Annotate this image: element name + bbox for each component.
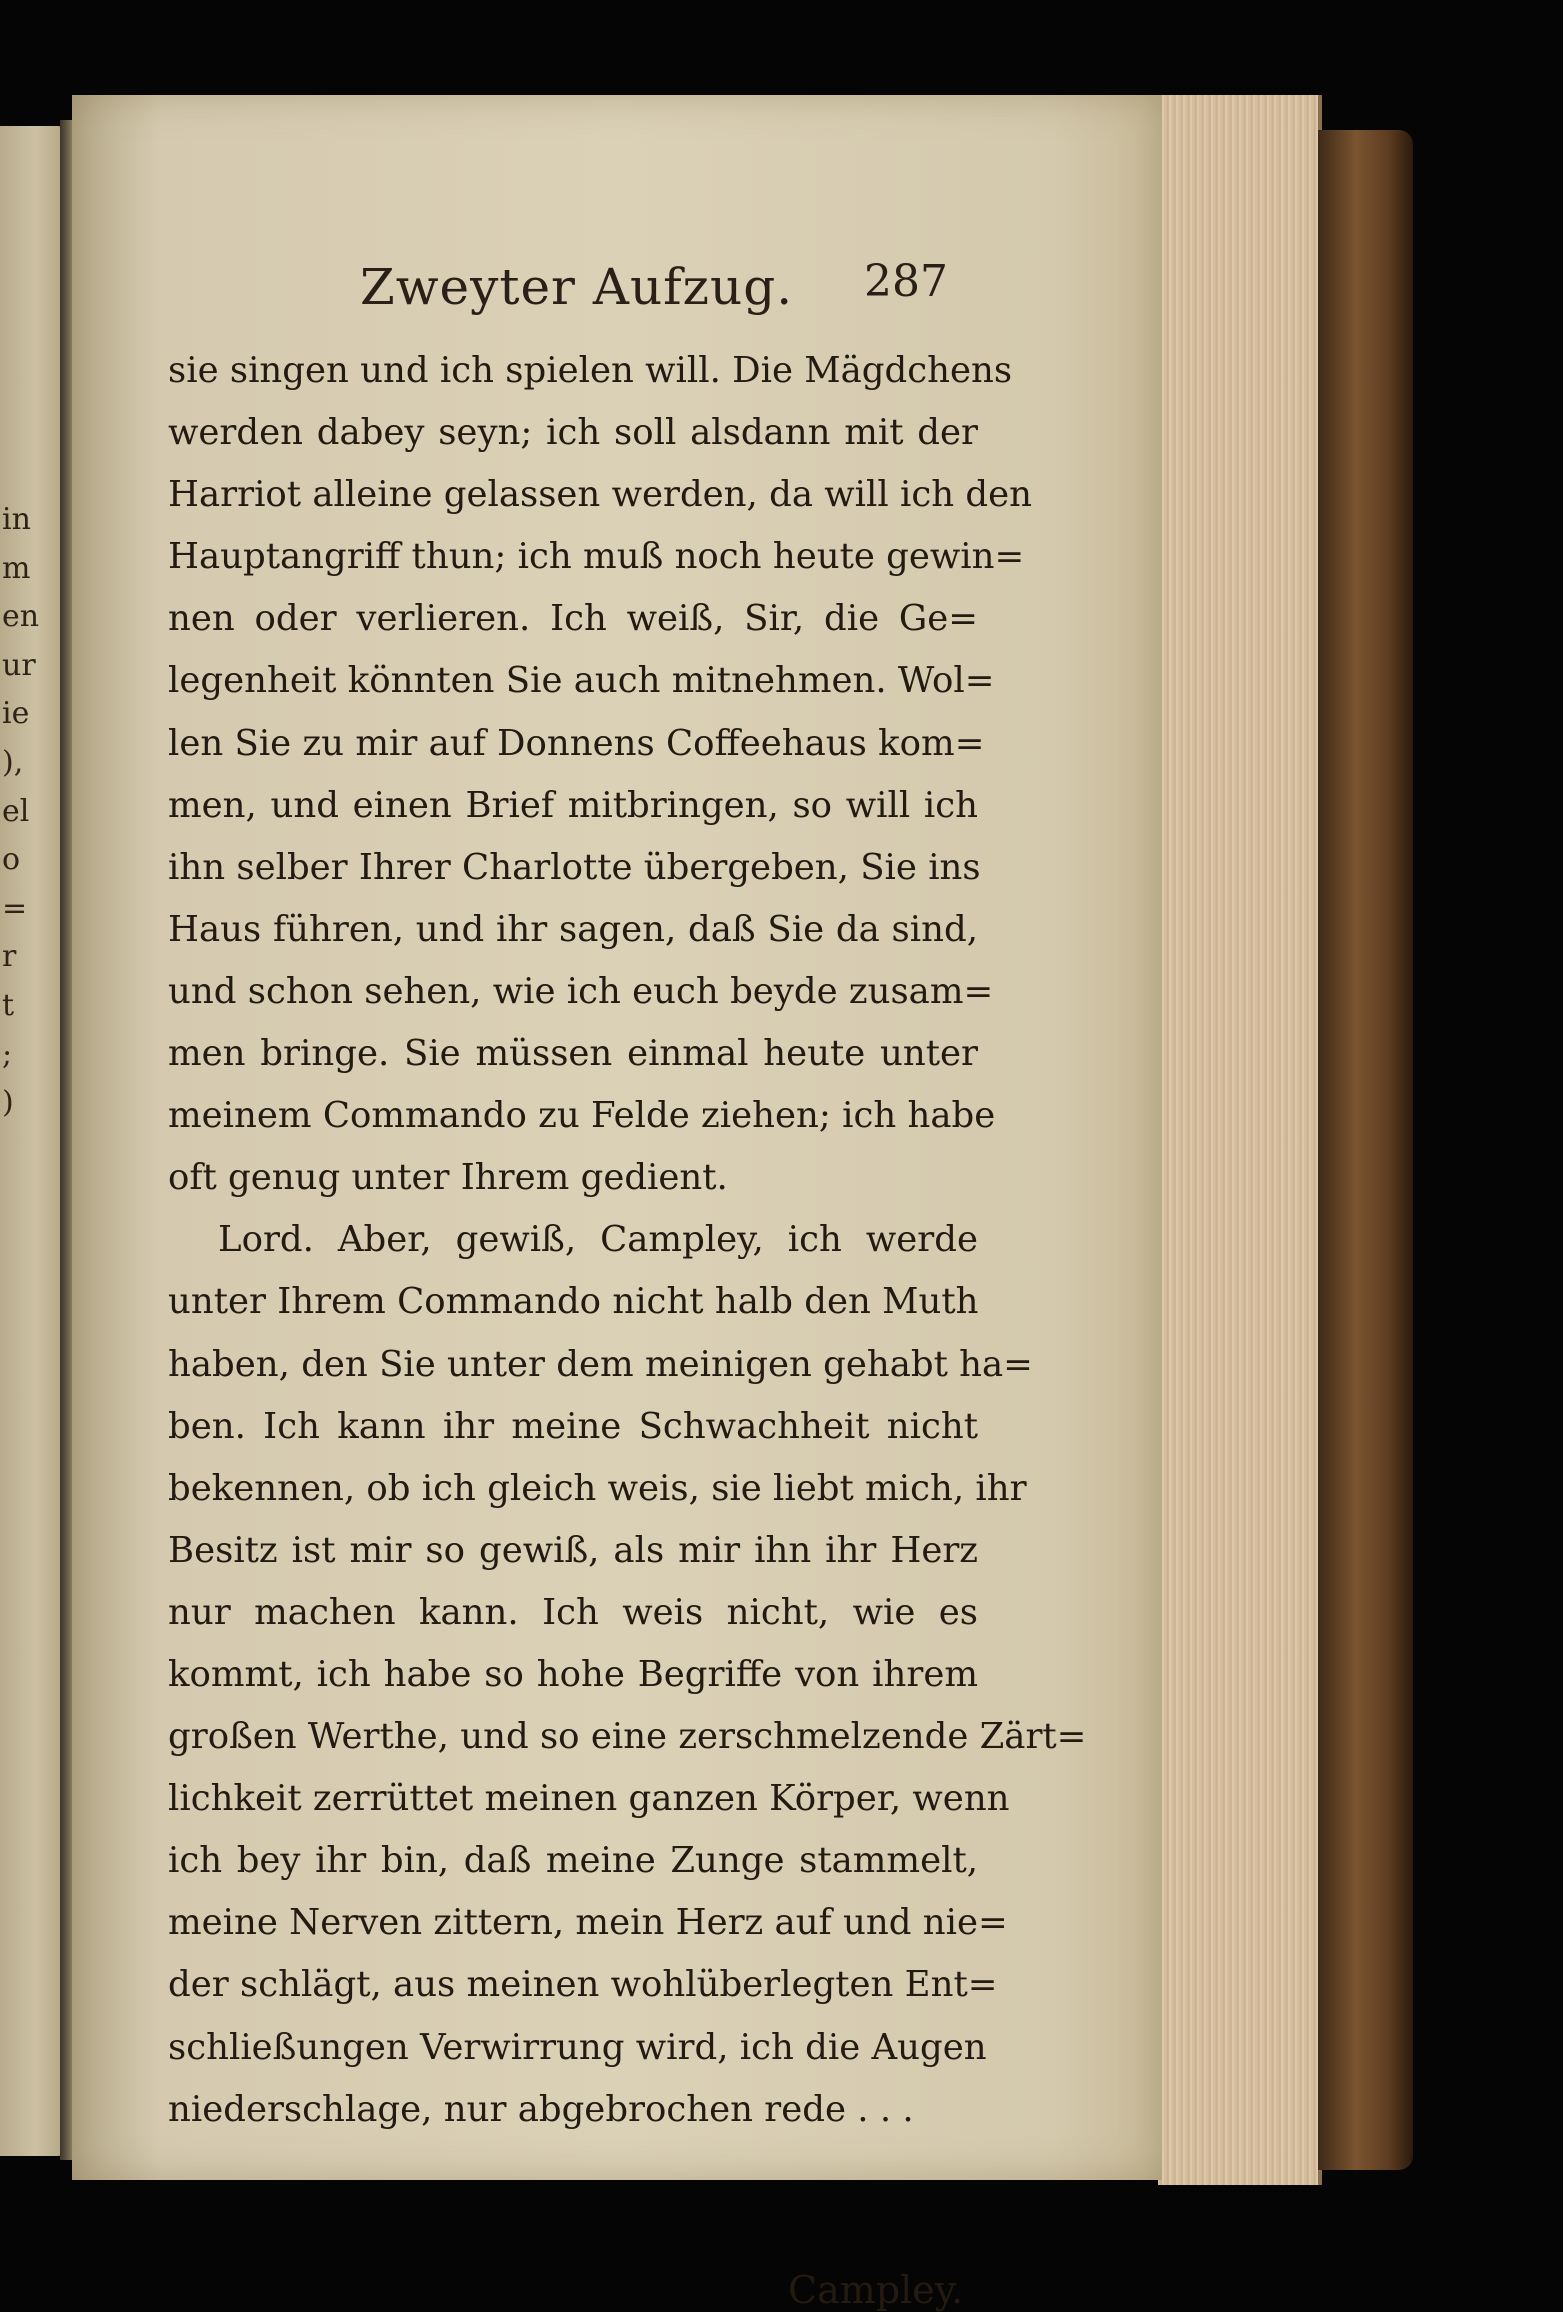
catchword: Campley. (788, 2268, 964, 2312)
left-page-fragment: ie (2, 696, 30, 732)
text-line: Hauptangriff thun; ich muß noch heute gewin= (168, 536, 1025, 578)
text-line: Besitz ist mir so gewiß, als mir ihn ihr Herz (168, 1529, 978, 1571)
left-page-fragment: en (2, 599, 40, 635)
left-page-fragment: in (2, 502, 31, 537)
left-page-fragment: r (2, 939, 17, 975)
left-page-fragment: ur (2, 647, 36, 683)
text-line: schließungen Verwirrung wird, ich die Augen (168, 2026, 987, 2068)
running-head: Zweyter Aufzug. (360, 258, 794, 316)
text-line: niederschlage, nur abgebrochen rede . . . (168, 2088, 914, 2130)
text-line: bekennen, ob ich gleich weis, sie liebt mich, ihr (168, 1467, 1027, 1509)
left-page-fragment: ) (2, 1085, 14, 1121)
text-line: ich bey ihr bin, daß meine Zunge stammelt, (168, 1840, 978, 1882)
left-page-fragment: ; (2, 1036, 13, 1072)
text-line: großen Werthe, und so eine zerschmelzende Zärt= (168, 1716, 1087, 1758)
text-line: ihn selber Ihrer Charlotte übergeben, Sie ins (168, 846, 981, 888)
text-line: Harriot alleine gelassen werden, da will ich den (168, 474, 1032, 516)
text-line: unter Ihrem Commando nicht halb den Muth (168, 1281, 979, 1323)
left-page-fragment: o (2, 842, 21, 878)
text-line: men, und einen Brief mitbringen, so will ich (168, 784, 978, 826)
text-line: der schlägt, aus meinen wohlüberlegten Ent= (168, 1964, 998, 2006)
text-line: werden dabey seyn; ich soll alsdann mit der (168, 412, 978, 454)
page-number: 287 (864, 256, 948, 307)
body-text (168, 340, 1087, 2141)
text-line: Lord. Aber, gewiß, Campley, ich werde (218, 1219, 978, 1261)
text-line: ben. Ich kann ihr meine Schwachheit nicht (168, 1405, 978, 1447)
text-line: len Sie zu mir auf Donnens Coffeehaus kom= (168, 722, 985, 764)
text-line: meine Nerven zittern, mein Herz auf und nie= (168, 1902, 1008, 1944)
left-page-fragments (2, 496, 60, 1128)
text-line: nur machen kann. Ich weis nicht, wie es (168, 1591, 978, 1633)
page-header (360, 258, 950, 328)
text-line: haben, den Sie unter dem meinigen gehabt ha= (168, 1343, 1033, 1385)
text-line: meinem Commando zu Felde ziehen; ich habe (168, 1095, 996, 1137)
text-line: oft genug unter Ihrem gedient. (168, 1157, 728, 1199)
left-page-fragment: = (2, 890, 28, 926)
text-line: kommt, ich habe so hohe Begriffe von ihrem (168, 1653, 978, 1695)
text-line: nen oder verlieren. Ich weiß, Sir, die Ge= (168, 598, 978, 640)
text-line: sie singen und ich spielen will. Die Mägdchens (168, 350, 1013, 391)
text-line: men bringe. Sie müssen einmal heute unter (168, 1033, 978, 1075)
text-line: und schon sehen, wie ich euch beyde zusam= (168, 970, 994, 1012)
left-page-fragment: el (2, 793, 30, 829)
text-line: lichkeit zerrüttet meinen ganzen Körper, wenn (168, 1778, 1010, 1820)
left-page-edge (0, 126, 64, 2156)
text-line: legenheit könnten Sie auch mitnehmen. Wol= (168, 660, 995, 702)
left-page-fragment: m (2, 550, 31, 586)
book-binding (1318, 130, 1413, 2170)
page-fore-edge (1158, 95, 1322, 2185)
left-page-fragment: t (2, 987, 15, 1023)
left-page-fragment: ), (2, 744, 24, 780)
text-line: Haus führen, und ihr sagen, daß Sie da sind, (168, 908, 978, 950)
